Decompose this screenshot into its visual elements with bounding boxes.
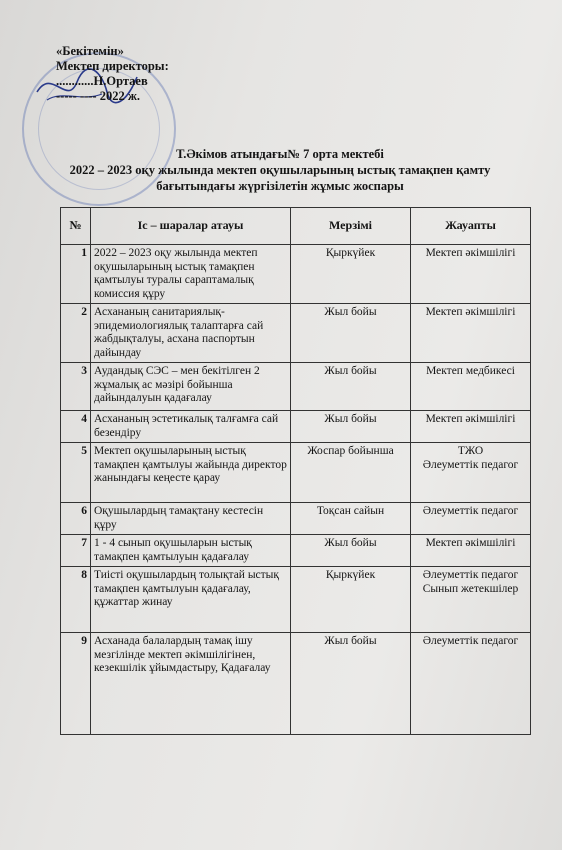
row-num: 5 <box>61 443 91 503</box>
resp-line: Мектеп әкімшілігі <box>425 306 516 318</box>
header-resp: Жауапты <box>411 208 531 245</box>
table-row <box>61 245 531 304</box>
header-num: № <box>61 208 91 245</box>
resp-line: Мектеп медбикесі <box>426 365 515 377</box>
table-row <box>61 443 531 503</box>
resp-line: Әлеуметтік педагог <box>422 505 519 517</box>
row-num: 4 <box>61 411 91 443</box>
approval-signature-line: ............Н.Ортаев <box>56 74 148 88</box>
row-name: Тиісті оқушылардың толықтай ыстық тамақпен қамтылуын қадағалау, құжаттар жинау <box>91 567 291 633</box>
resp-line: Әлеуметтік педагог <box>422 635 519 647</box>
row-term: Тоқсан сайын <box>291 503 411 535</box>
row-name: 2022 – 2023 оқу жылында мектеп оқушыларының ыстық тамақпен қамтылуы туралы сараптамалық комиссия құру <box>91 245 291 304</box>
row-name: Асханада балалардың тамақ ішу мезгілінде мектеп әкімшілігінен, кезекшілік ұйымдастыру, Қадағалау <box>91 633 291 735</box>
row-name: Мектеп оқушыларының ыстық тамақпен қамтылуы жайында директор жанындағы кеңесте қарау <box>91 443 291 503</box>
document-title <box>30 146 530 194</box>
resp-line: Әлеуметтік педагог <box>422 569 519 581</box>
row-term: Қыркүйек <box>291 245 411 304</box>
row-name: 1 - 4 сынып оқушыларын ыстық тамақпен қамтылуын қадағалау <box>91 535 291 567</box>
table-row <box>61 411 531 443</box>
table-row <box>61 535 531 567</box>
row-term: Қыркүйек <box>291 567 411 633</box>
row-name: Асхананың эстетикалық талғамға сай безендіру <box>91 411 291 443</box>
row-name: Оқушылардың тамақтану кестесін құру <box>91 503 291 535</box>
row-resp <box>411 304 531 363</box>
approval-date: ----- ---- 2022 ж. <box>56 89 141 103</box>
table-header-row <box>61 208 531 245</box>
row-resp <box>411 411 531 443</box>
row-num: 3 <box>61 363 91 411</box>
row-term: Жыл бойы <box>291 304 411 363</box>
row-num: 9 <box>61 633 91 735</box>
row-num: 1 <box>61 245 91 304</box>
row-term: Жоспар бойынша <box>291 443 411 503</box>
row-term: Жыл бойы <box>291 535 411 567</box>
row-name: Асхананың санитариялық-эпидемиологиялық талаптарға сай жабдықталуы, асхана паспортын дайындау <box>91 304 291 363</box>
row-resp <box>411 245 531 304</box>
row-num: 7 <box>61 535 91 567</box>
row-resp <box>411 633 531 735</box>
row-term: Жыл бойы <box>291 411 411 443</box>
resp-line: Мектеп әкімшілігі <box>425 537 516 549</box>
resp-line: Сынып жетекшілер <box>422 582 519 595</box>
table-row <box>61 363 531 411</box>
table-row <box>61 567 531 633</box>
row-term: Жыл бойы <box>291 633 411 735</box>
row-resp <box>411 535 531 567</box>
row-resp <box>411 503 531 535</box>
title-school: Т.Әкімов атындағы№ 7 орта мектебі <box>176 147 384 161</box>
header-name: Іс – шаралар атауы <box>91 208 291 245</box>
approval-position: Мектеп директоры: <box>56 59 169 73</box>
title-line-3: бағытындағы жүргізілетін жұмыс жоспары <box>156 179 404 193</box>
table-row <box>61 503 531 535</box>
row-resp <box>411 363 531 411</box>
row-num: 2 <box>61 304 91 363</box>
table-row <box>61 633 531 735</box>
row-term: Жыл бойы <box>291 363 411 411</box>
resp-line: Мектеп әкімшілігі <box>425 413 516 425</box>
row-resp <box>411 443 531 503</box>
table-row <box>61 304 531 363</box>
row-num: 6 <box>61 503 91 535</box>
title-line-2: 2022 – 2023 оқу жылында мектеп оқушыларының ыстық тамақпен қамту <box>69 163 491 177</box>
plan-table <box>60 207 531 735</box>
row-resp <box>411 567 531 633</box>
header-term: Мерзімі <box>291 208 411 245</box>
resp-line: ТЖО <box>457 445 484 457</box>
row-name: Аудандық СЭС – мен бекітілген 2 жұмалық ас мәзірі бойынша дайындалуын қадағалау <box>91 363 291 411</box>
resp-line: Мектеп әкімшілігі <box>425 247 516 259</box>
approval-heading: «Бекітемін» <box>56 44 124 58</box>
approval-block <box>56 44 169 104</box>
resp-line: Әлеуметтік педагог <box>422 458 519 471</box>
row-num: 8 <box>61 567 91 633</box>
